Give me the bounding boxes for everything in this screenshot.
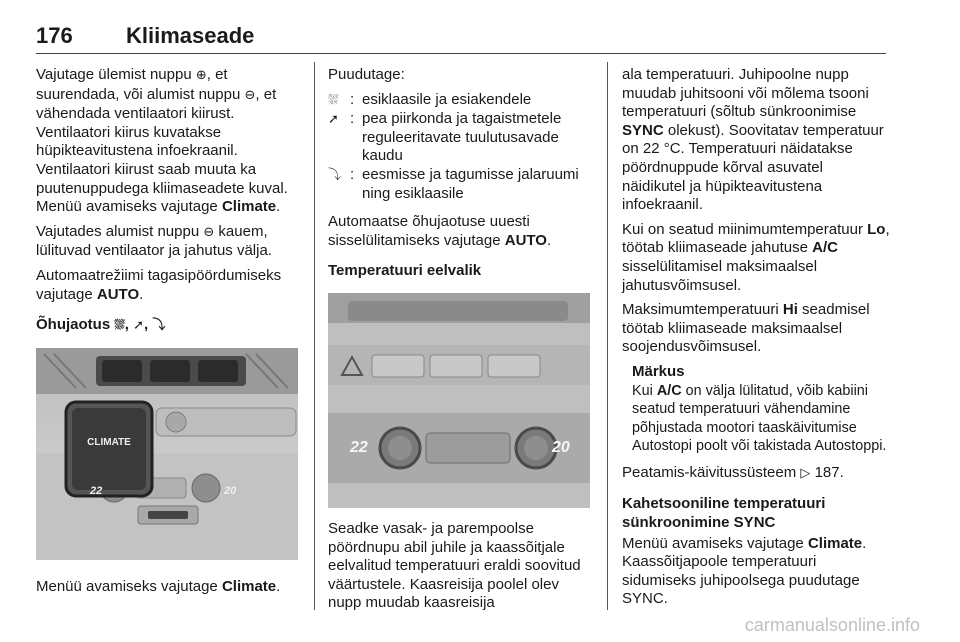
windscreen-airflow-icon: ⛆	[328, 92, 339, 108]
definition-row: ⛆ : esiklaasile ja esiakendele	[328, 91, 594, 111]
climate-button-label: CLIMATE	[87, 436, 131, 448]
page-header	[36, 20, 886, 54]
temp-display-right: 20	[224, 484, 237, 497]
paragraph: Automaatse õhujaotuse uuesti sisselülitamiseks vajutage AUTO.	[328, 213, 552, 249]
temperature-knobs-illustration	[328, 293, 590, 508]
definition-row: ⤵ : eesmisse ja tagumisse jalaruumi ning esiklaasile	[328, 165, 579, 202]
footwell-airflow-icon: ⤵	[152, 318, 166, 334]
note-box	[622, 363, 890, 456]
paragraph: Vajutades alumist nuppu ⊖ kauem, lülituvad ventilaator ja jahutus välja.	[36, 222, 272, 260]
paragraph: ala temperatuuri. Juhipoolne nupp muudab juhitsooni või mõlema tsooni temperatuuri (sõltub sünkroonimise SYNC olekust). Soovitatav temperatuur on 22 °C. Temperatuuri näidatakse pöördnuppude kõrval asuvatel näidikutel ja hüpikteavitustena infoekraanil.	[622, 66, 884, 214]
paragraph: Kui on seatud miinimumtemperatuur Lo, töötab kliimaseade jahutuse A/C sisselülitamisel maksimaalsel jahutusvõimsusel.	[622, 220, 890, 294]
face-airflow-icon: ➚	[133, 318, 144, 334]
temp-display-right: 20	[552, 438, 570, 456]
climate-panel-photo	[36, 348, 298, 560]
column-1	[36, 66, 304, 602]
chapter-title: Kliimaseade	[126, 23, 255, 48]
cross-reference: Peatamis-käivitussüsteem ▷ 187.	[622, 464, 890, 484]
page-number: 176	[36, 23, 73, 48]
temp-display-left: 22	[350, 438, 368, 456]
footwell-airflow-icon: ⤵	[328, 167, 342, 183]
temperature-knobs-photo	[328, 293, 590, 508]
fan-down-icon: ⊖	[244, 87, 256, 103]
section-heading: Kahetsooniline temperatuuri sünkroonimine SYNC	[622, 495, 826, 532]
paragraph: Menüü avamiseks vajutage Climate. Kaassõitjapoole temperatuuri sidumiseks juhipoolsega puudutage SYNC.	[622, 534, 867, 608]
paragraph: Vajutage ülemist nuppu ⊕, et suurendada, või alumist nuppu ⊖, et vähendada ventilaatori kiirust. Ventilaatori kiirus kuvatakse hüpikteavitustena infoekraanil. Ventilaatori kiirust saab muuta ka puutenuppudega kliimaseadete kuval. Menüü avamiseks vajutage Climate.	[36, 66, 288, 216]
windscreen-airflow-icon: ⛆	[114, 318, 125, 334]
page-ref-arrow-icon: ▷	[800, 465, 811, 481]
fan-up-icon: ⊕	[195, 68, 207, 83]
fan-down-icon: ⊖	[203, 224, 215, 240]
photo-caption: Menüü avamiseks vajutage Climate.	[36, 577, 281, 595]
paragraph: Automaatrežiimi tagasipöördumiseks vajutage AUTO.	[36, 266, 282, 303]
note-title: Märkus	[632, 362, 685, 380]
face-airflow-icon: ➚	[328, 112, 339, 128]
section-heading: Õhujaotus ⛆, ➚, ⤵	[36, 316, 304, 336]
paragraph: Seadke vasak- ja parempoolse pöördnupu abil juhile ja kaassõitjale eelvalitud temperatuuri eraldi soovitud väärtustele. Kaasreisija poolel olev nupp muudab kaasreisija	[328, 519, 581, 612]
paragraph: Maksimumtemperatuuri Hi seadmisel töötab kliimaseade maksimaalsel soojendusvõimsusel.	[622, 301, 870, 356]
climate-panel-illustration	[36, 348, 298, 560]
watermark: carmanualsonline.info	[744, 615, 920, 635]
column-3	[622, 66, 890, 615]
column-divider	[314, 62, 315, 610]
temp-display-left: 22	[90, 484, 103, 497]
column-2	[328, 66, 594, 619]
paragraph: Puudutage:	[328, 66, 405, 83]
section-heading: Temperatuuri eelvalik	[328, 262, 482, 280]
column-divider	[607, 62, 608, 610]
note-text: Kui A/C on välja lülitatud, võib kabiini seatud temperatuuri vähendamine põhjustada mootori taaskäivitumise Autostopi poolt või takistada Autostoppi.	[632, 382, 887, 455]
definition-row: ➚ : pea piirkonda ja tagaistmetele reguleeritavate tuulutusavade kaudu	[328, 110, 562, 165]
